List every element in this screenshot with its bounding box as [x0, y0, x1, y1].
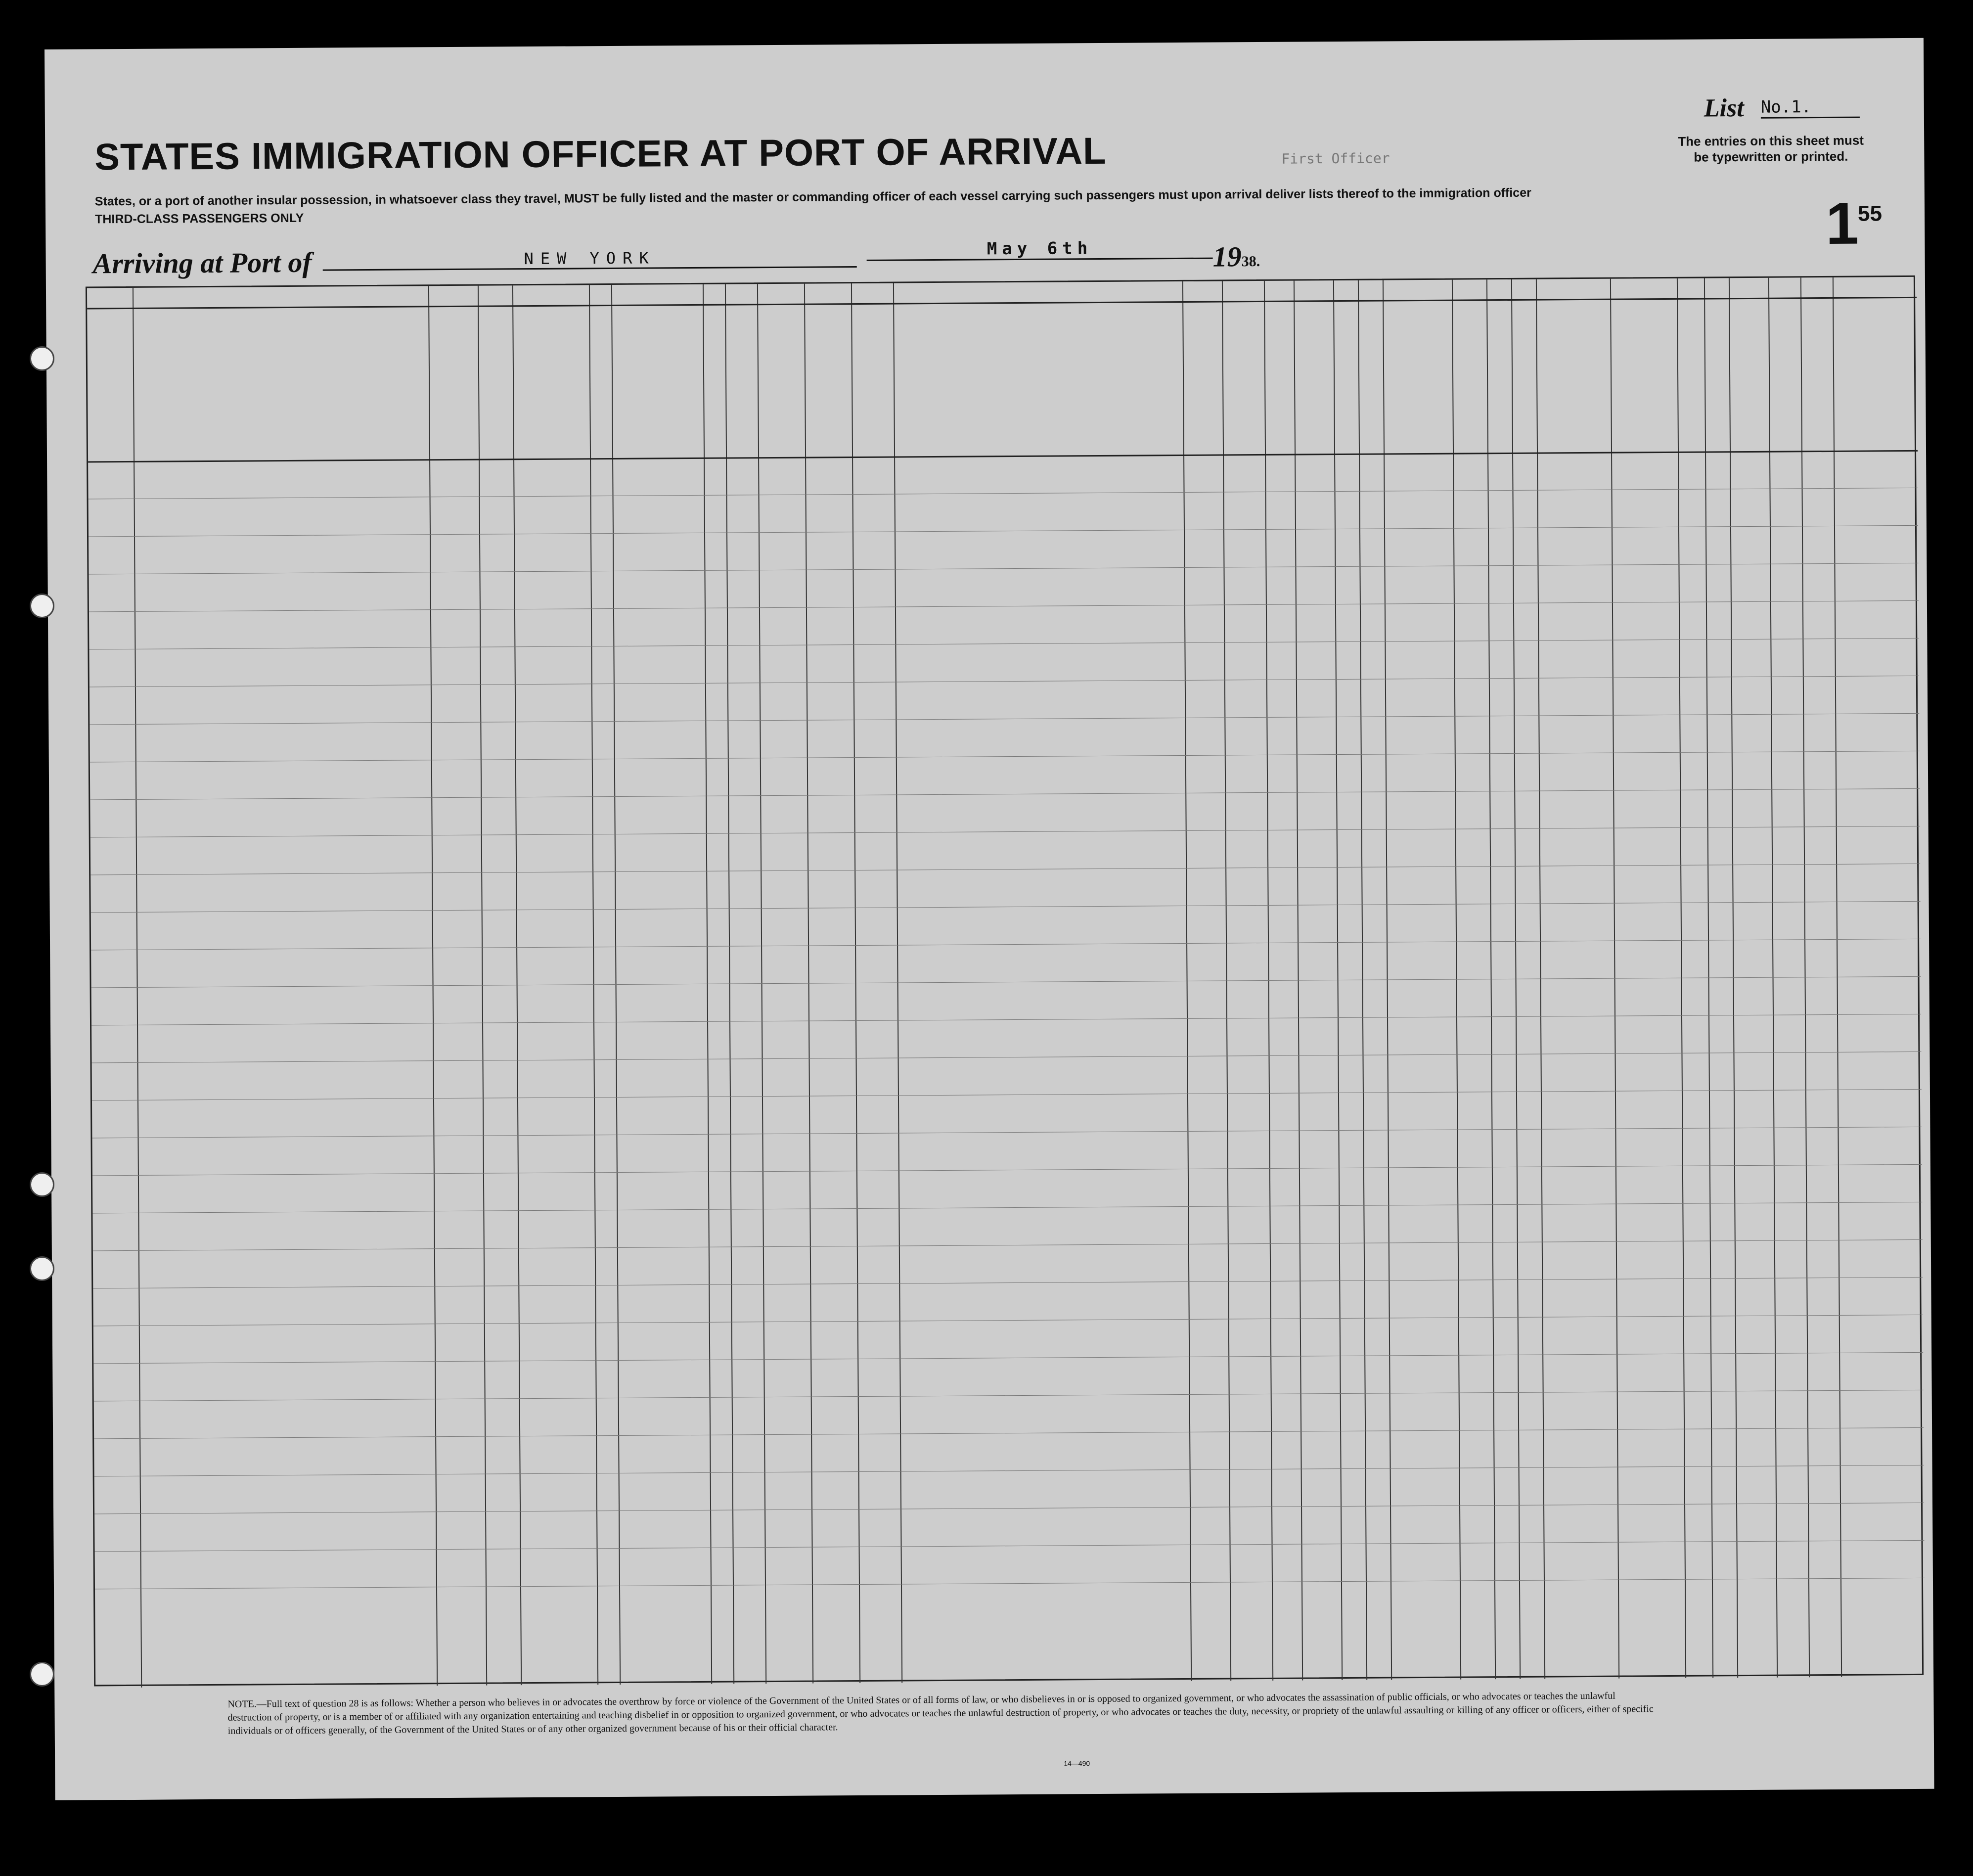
port-name: NEW YORK [322, 247, 856, 271]
column-number [133, 289, 428, 291]
row-rule [91, 939, 1921, 951]
row-number [94, 1535, 140, 1536]
column-header [135, 360, 427, 362]
row-rule [94, 1427, 1924, 1439]
faint-officer-text: First Officer [1281, 150, 1390, 167]
row-rule [89, 525, 1918, 537]
page-number-suffix: 55 [1857, 201, 1883, 226]
row-rule [94, 1503, 1924, 1514]
column-header [1385, 305, 1451, 449]
row-number [89, 633, 135, 634]
column-number [893, 284, 1182, 286]
column-header [430, 326, 587, 327]
row-rule [95, 1578, 1925, 1590]
manifest-sheet [45, 38, 1934, 1800]
row-rule [92, 1127, 1922, 1139]
row-rule [91, 901, 1921, 913]
binder-hole [30, 1172, 54, 1197]
column-number [725, 286, 893, 287]
row-rule [89, 638, 1919, 650]
binder-hole [30, 346, 54, 371]
column-header [1360, 305, 1382, 449]
column-header [1513, 304, 1535, 448]
column-header [1335, 305, 1357, 449]
column-header [1266, 335, 1293, 449]
column-header [591, 310, 610, 453]
row-number [93, 1347, 139, 1348]
passenger-table [86, 275, 1924, 1687]
column-header [1454, 304, 1485, 448]
row-rule [90, 826, 1920, 838]
row-rule [90, 864, 1920, 875]
column-header [1488, 304, 1510, 448]
row-number [92, 1159, 138, 1160]
row-rule [91, 976, 1921, 988]
footnote: NOTE.—Full text of question 28 is as follows: Whether a person who believes in or advocates the overthrow by force or violence of the Government of the United States or of all forms of law, or who disbelieves in or is opposed to organized government, or who advocates the assassination of public officials, or who advocates or teaches the unlawful destruction of property, or is a member of or affiliated with any organization entertaining and teaching disbelief in or opposition to organized government, or who advocates or teaches the unlawful destruction of property, or who advocates or teaches the duty, necessity, or propriety of the unlawful assaulting or killing of any officer or officers, either of specific individuals or of officers generally, of the Government of the United States or of any other organized government because of his or their official character. [227, 1690, 1654, 1737]
year-prefix: 19 [1212, 240, 1242, 273]
page-number: 1 [1825, 190, 1859, 257]
row-number [94, 1460, 139, 1461]
arriving-label: Arriving at Port of [92, 246, 312, 280]
binder-hole [30, 594, 54, 618]
row-rule [89, 600, 1919, 612]
row-number [93, 1272, 138, 1273]
row-rule [92, 1052, 1922, 1063]
row-number [89, 520, 134, 521]
row-rule [93, 1277, 1923, 1289]
column-header [727, 311, 891, 312]
column-number [611, 287, 703, 288]
header-rule [87, 297, 1917, 310]
class-label: THIRD-CLASS PASSENGERS ONLY [95, 211, 304, 227]
row-rule [94, 1390, 1924, 1402]
column-header [90, 362, 131, 363]
row-number [90, 896, 136, 897]
column-header [760, 353, 892, 354]
row-number [89, 595, 135, 596]
column-header [614, 368, 701, 369]
row-rule [93, 1352, 1923, 1364]
column-header [1679, 322, 1727, 323]
column-header [430, 315, 587, 316]
row-rule [92, 1089, 1922, 1101]
column-header [480, 349, 587, 350]
row-rule [94, 1465, 1924, 1477]
row-rule [90, 713, 1919, 725]
row-rule [89, 563, 1918, 575]
row-rule [91, 1014, 1921, 1026]
column-header [705, 309, 724, 453]
column-header [896, 346, 1181, 348]
arrival-date: May 6th [866, 238, 1212, 261]
column-header [431, 360, 476, 361]
column-header [1538, 333, 1609, 334]
binder-hole [30, 1662, 54, 1687]
column-header [1185, 335, 1221, 449]
header-rule [88, 450, 1918, 463]
row-rule [93, 1239, 1923, 1251]
list-number: No.1. [1761, 97, 1860, 119]
instructions-text: States, or a port of another insular possession, in whatsoever class they travel, MUST be fully listed and the master or commanding officer of each vessel carrying such passengers must upon arrival deliver lists thereof to the immigration officer [94, 185, 1531, 209]
sheet-note: The entries on this sheet must be typewritten or printed. [1678, 133, 1864, 165]
row-number [91, 971, 136, 972]
column-header [807, 387, 850, 388]
column-header [1296, 305, 1332, 449]
list-label: List [1704, 94, 1744, 123]
row-number [92, 1084, 137, 1085]
column-number [428, 288, 589, 289]
row-rule [89, 488, 1918, 500]
arrival-year [1212, 240, 1260, 274]
form-number: 14—490 [1064, 1759, 1090, 1768]
row-rule [92, 1202, 1922, 1214]
column-header [1224, 335, 1263, 449]
page-title: STATES IMMIGRATION OFFICER AT PORT OF ARRIVAL [94, 130, 1107, 179]
row-number [90, 708, 135, 709]
row-number [90, 783, 135, 784]
row-rule [90, 751, 1920, 763]
row-rule [90, 788, 1920, 800]
row-rule [95, 1540, 1925, 1552]
row-rule [93, 1315, 1923, 1327]
row-number [90, 821, 136, 822]
row-rule [90, 676, 1919, 687]
row-number [94, 1422, 139, 1423]
column-number [1610, 281, 1677, 282]
row-rule [92, 1164, 1922, 1176]
binder-hole [30, 1256, 54, 1281]
year-suffix: 38. [1241, 253, 1260, 270]
column-header [1835, 346, 1915, 347]
column-header [727, 343, 892, 344]
